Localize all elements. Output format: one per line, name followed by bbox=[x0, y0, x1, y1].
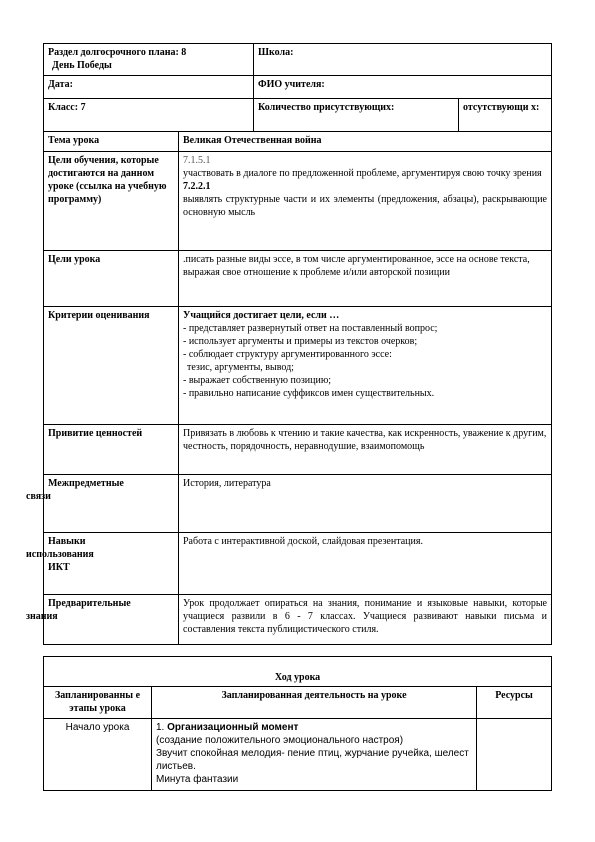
goals-cell bbox=[179, 152, 552, 251]
goal-text-2: выявлять структурные части и их элементы (предложения, абзацы), раскрывающие основную мысль bbox=[183, 194, 547, 218]
main-table bbox=[26, 131, 552, 645]
absent-cell: отсутствующи х: bbox=[459, 99, 552, 132]
goal-code-1: 7.1.5.1 bbox=[183, 155, 211, 166]
criteria-item: - выражает собственную позицию; bbox=[183, 375, 332, 386]
col-stages-header: Запланированны е этапы урока bbox=[44, 687, 152, 719]
header-table bbox=[43, 43, 552, 132]
topic-value: Великая Отечественная война bbox=[179, 132, 552, 152]
teacher-cell: ФИО учителя: bbox=[254, 76, 552, 99]
goal-text-1: участвовать в диалоге по предложенной проблеме, аргументируя свою точку зрения bbox=[183, 168, 542, 179]
cross-label-cell bbox=[26, 475, 179, 533]
stage-1-line-2: Минута фантазии bbox=[156, 774, 239, 785]
date-cell: Дата: bbox=[44, 76, 254, 99]
cross-label-1: Межпредметные bbox=[48, 478, 124, 489]
stage-1-name: Начало урока bbox=[44, 719, 152, 791]
present-cell: Количество присутствующих: bbox=[254, 99, 459, 132]
section-cell bbox=[44, 44, 254, 76]
criteria-cell bbox=[179, 307, 552, 425]
ict-label-2: использования bbox=[26, 549, 94, 560]
stage-1-title-line bbox=[156, 721, 472, 734]
col-activity-header: Запланированная деятельность на уроке bbox=[152, 687, 477, 719]
criteria-label: Критерии оценивания bbox=[44, 307, 179, 425]
section-label: Раздел долгосрочного плана: 8 bbox=[48, 47, 187, 58]
ict-label-cell bbox=[26, 533, 179, 595]
lesson-goals-label: Цели урока bbox=[44, 251, 179, 307]
values-value: Привязать в любовь к чтению и такие качества, как искренность, уважение к другим, честность, порядочность, неравнодушие, взаимопомощь bbox=[179, 425, 552, 475]
cross-value: История, литература bbox=[179, 475, 552, 533]
stage-1-number: 1. bbox=[156, 722, 165, 733]
criteria-item: - использует аргументы и примеры из текстов очерков; bbox=[183, 336, 418, 347]
stage-1-resources bbox=[477, 719, 552, 791]
topic-label: Тема урока bbox=[44, 132, 179, 152]
course-table bbox=[43, 656, 552, 791]
prior-label-cell bbox=[26, 595, 179, 645]
prior-label-2: знания bbox=[26, 611, 58, 622]
ict-label-3: ИКТ bbox=[48, 562, 70, 573]
class-cell: Класс: 7 bbox=[44, 99, 254, 132]
goal-code-2: 7.2.2.1 bbox=[183, 181, 211, 192]
stage-1-subtitle: (создание положительного эмоционального настроя) bbox=[156, 735, 404, 746]
col-resources-header: Ресурсы bbox=[477, 687, 552, 719]
section-name: День Победы bbox=[52, 60, 112, 71]
criteria-item: тезис, аргументы, вывод; bbox=[187, 362, 294, 373]
prior-value: Урок продолжает опираться на знания, понимание и языковые навыки, которые учащиеся развили в 6 - 7 классах. Учащиеся развивают навыки письма и составления текста публицистического стиля. bbox=[179, 595, 552, 645]
goals-label: Цели обучения, которые достигаются на данном уроке (ссылка на учебную программу) bbox=[44, 152, 179, 251]
cross-label-2: связи bbox=[26, 491, 51, 502]
criteria-item: - представляет развернутый ответ на поставленный вопрос; bbox=[183, 323, 438, 334]
stage-1-title: Организационный момент bbox=[167, 722, 299, 733]
criteria-head: Учащийся достигает цели, если … bbox=[183, 310, 340, 321]
values-label: Привитие ценностей bbox=[44, 425, 179, 475]
course-title: Ход урока bbox=[44, 657, 552, 687]
stage-1-activity bbox=[152, 719, 477, 791]
criteria-item: - соблюдает структуру аргументированного эссе: bbox=[183, 349, 392, 360]
criteria-item: - правильно написание суффиксов имен существительных. bbox=[183, 388, 435, 399]
stage-1-line-1: Звучит спокойная мелодия- пение птиц, журчание ручейка, шелест листьев. bbox=[156, 748, 469, 772]
ict-value: Работа с интерактивной доской, слайдовая презентация. bbox=[179, 533, 552, 595]
school-cell: Школа: bbox=[254, 44, 552, 76]
ict-label-1: Навыки bbox=[48, 536, 86, 547]
lesson-goals-value: .писать разные виды эссе, в том числе аргументированное, эссе на основе текста, выражая свое отношение к проблеме и/или авторской позиции bbox=[179, 251, 552, 307]
prior-label-1: Предварительные bbox=[48, 598, 131, 609]
